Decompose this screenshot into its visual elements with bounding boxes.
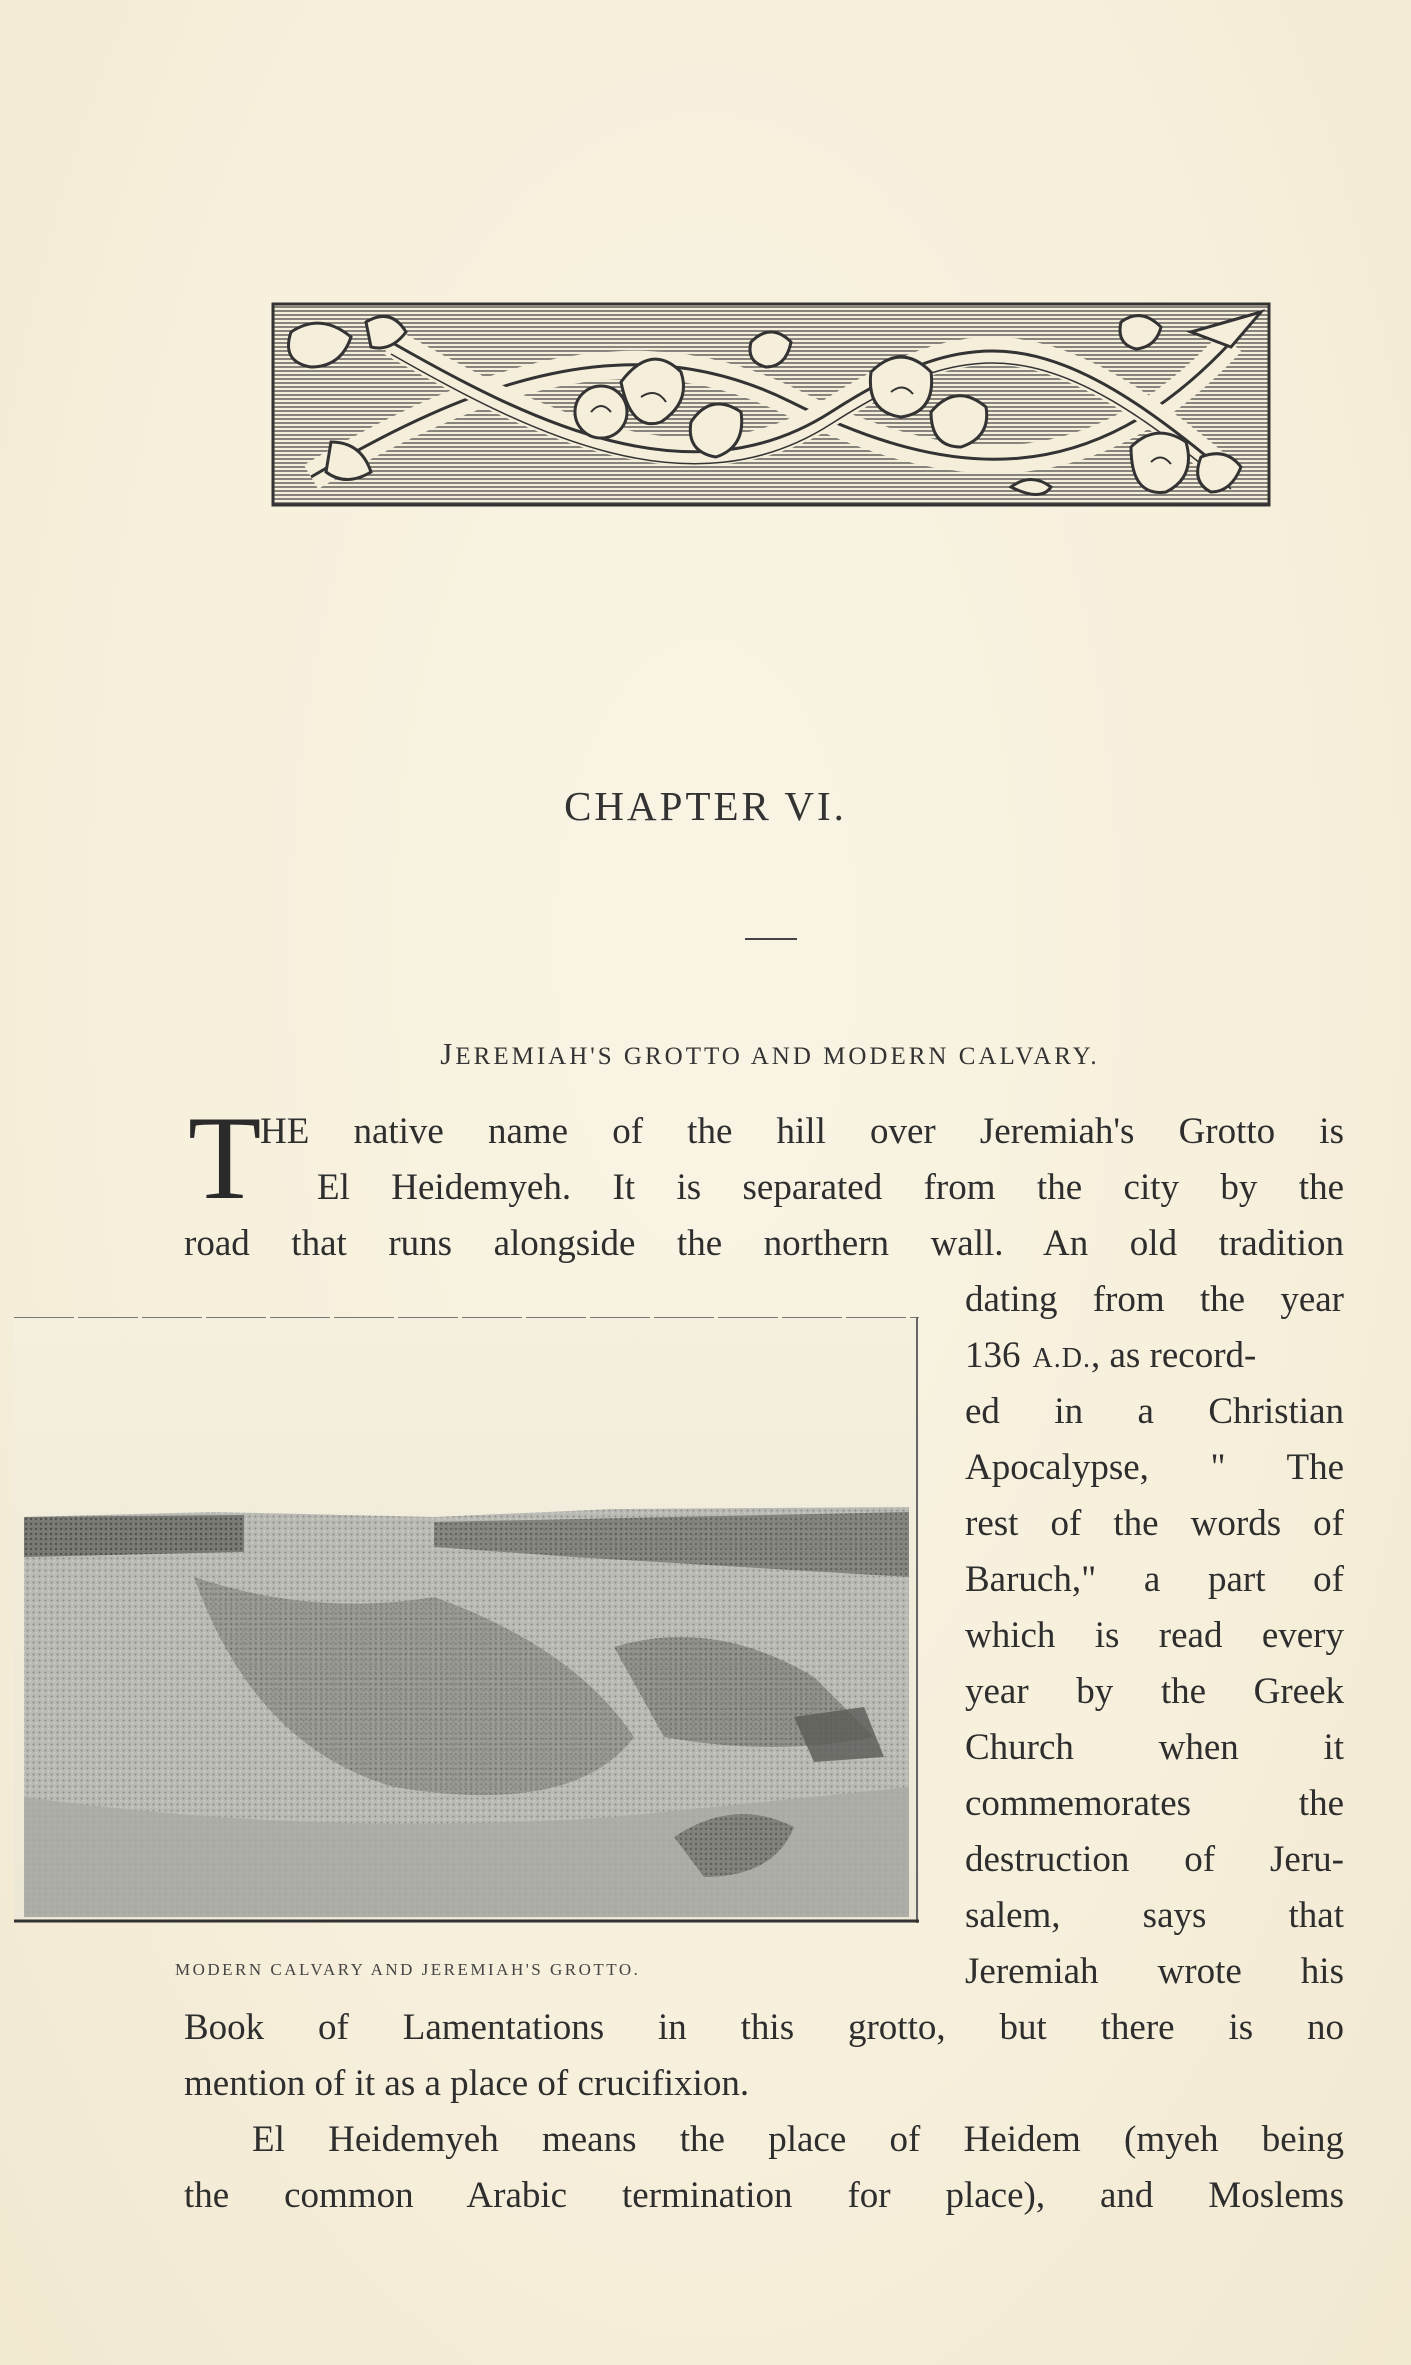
text-line: road that runs alongside the northern wall. An old tradition [184,1223,1344,1264]
text-line-date [965,1334,1344,1381]
subtitle-rest: EREMIAH'S GROTTO AND MODERN CALVARY. [455,1043,1100,1070]
drop-cap: T [188,1091,262,1224]
landscape-photo [14,1317,919,1923]
text-line: salem, says that [965,1895,1344,1936]
text-line: which is read every [965,1615,1344,1656]
year-number: 136 [965,1335,1021,1376]
chapter-divider [745,938,797,940]
text-line: Baruch," a part of [965,1559,1344,1600]
text-line: destruction of Jeru- [965,1839,1344,1880]
text-line: rest of the words of [965,1503,1344,1544]
text-line: the common Arabic termination for place), and Moslems [184,2175,1344,2216]
date-era [1021,1334,1345,1381]
text-line: Church when it [965,1727,1344,1768]
text-line: El Heidemyeh means the place of Heidem (myeh being [252,2119,1344,2160]
vine-scroll-ornament-icon [271,302,1271,507]
text-line: year by the Greek [965,1671,1344,1712]
text-line: El Heidemyeh. It is separated from the city by the [317,1167,1344,1208]
subtitle-initial: J [440,1036,456,1071]
text-line: mention of it as a place of crucifixion. [184,2063,750,2104]
text-line: Jeremiah wrote his [965,1951,1344,1992]
text-line: HE native name of the hill over Jeremiah's Grotto is [260,1111,1344,1152]
era-abbreviation: A.D. [1032,1343,1091,1374]
text-line: Apocalypse, " The [965,1447,1344,1488]
text-line: dating from the year [965,1279,1344,1320]
text-line: ed in a Christian [965,1391,1344,1432]
text-line: Book of Lamentations in this grotto, but there is no [184,2007,1344,2048]
chapter-subtitle [0,1036,1411,1072]
date-remainder: , as record- [1090,1335,1257,1376]
chapter-heading: CHAPTER VI. [564,783,847,829]
photo-caption: MODERN CALVARY AND JEREMIAH'S GROTTO. [175,1960,641,1979]
text-line: commemorates the [965,1783,1344,1824]
